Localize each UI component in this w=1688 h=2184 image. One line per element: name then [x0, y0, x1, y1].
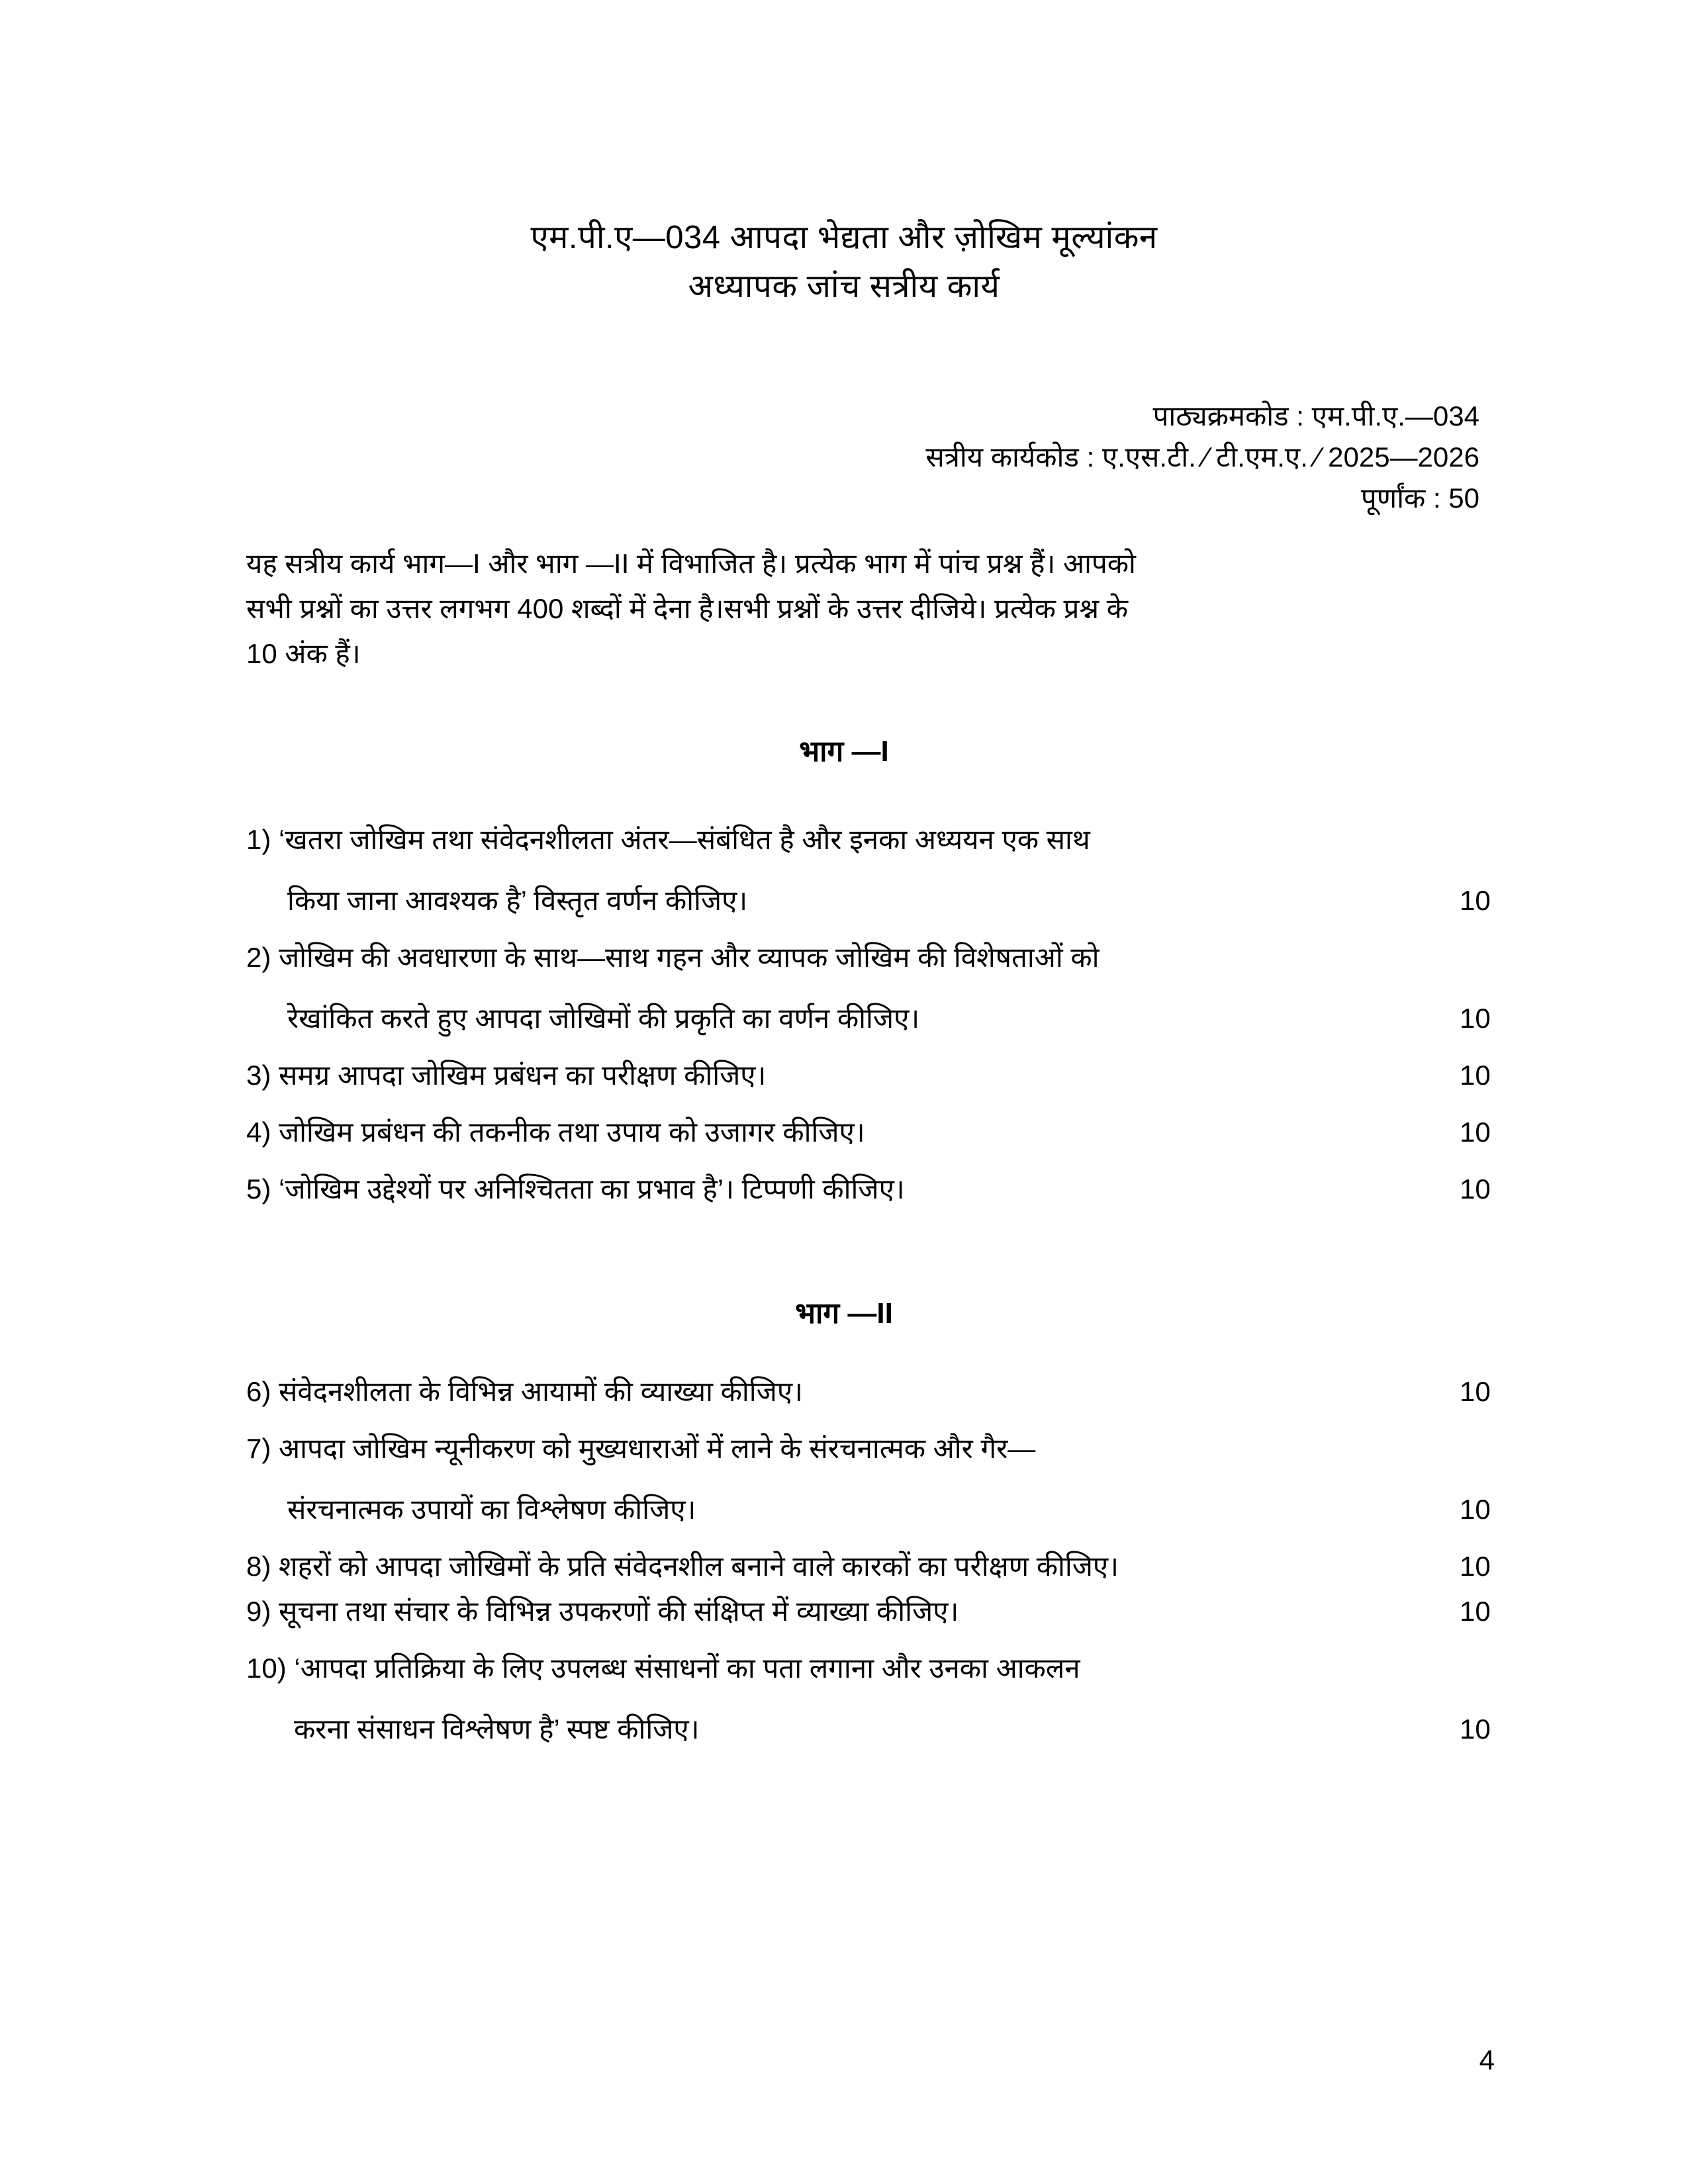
question-9-line-1: 9) सूचना तथा संचार के विभिन्न उपकरणों की संक्षिप्त में व्याख्या कीजिए। 10	[246, 1591, 1497, 1632]
question-10-line-1: 10) ‘आपदा प्रतिक्रिया के लिए उपलब्ध संसाधनों का पता लगाना और उनका आकलन	[246, 1653, 1080, 1684]
question-1-line-1: 1) ‘खतरा जोखिम तथा संवेदनशीलता अंतर—संबंधित है और इनका अध्ययन एक साथ	[246, 824, 1090, 855]
question-1-line-2: किया जाना आवश्यक है’ विस्तृत वर्णन कीजिए। 10	[246, 880, 1497, 921]
part-2-question-list	[246, 1371, 1497, 1766]
question-10-line-2: करना संसाधन विश्लेषण है’ स्पष्ट कीजिए। 10	[246, 1709, 1497, 1750]
question-3-line-1: 3) समग्र आपदा जोखिम प्रबंधन का परीक्षण कीजिए। 10	[246, 1055, 1497, 1096]
question-4-line-1: 4) जोखिम प्रबंधन की तकनीक तथा उपाय को उजागर कीजिए। 10	[246, 1112, 1497, 1153]
question-1-marks: 10	[1460, 885, 1491, 916]
part-2-heading: भाग —II	[795, 1297, 893, 1330]
question-3	[246, 1055, 1497, 1096]
part-1-question-list	[246, 819, 1497, 1226]
question-9-marks: 10	[1460, 1596, 1491, 1627]
question-8-marks: 10	[1460, 1551, 1491, 1582]
instruction-line-2: सभी प्रश्नों का उत्तर लगभग 400 शब्दों में देना है।सभी प्रश्नों के उत्तर दीजिये। प्रत्येक प्रश्न के	[246, 593, 1129, 624]
question-1	[246, 819, 1497, 921]
question-5-marks: 10	[1460, 1173, 1491, 1205]
total-marks: पूर्णांक : 50	[1360, 482, 1479, 514]
part-1-heading: भाग —I	[799, 735, 889, 768]
question-6	[246, 1371, 1497, 1412]
question-4-marks: 10	[1460, 1116, 1491, 1148]
question-7	[246, 1428, 1497, 1530]
title-line-1: एम.पी.ए—034 आपदा भेद्यता और ज़ोखिम मूल्यांकन	[530, 220, 1158, 255]
question-8	[246, 1546, 1497, 1587]
question-3-marks: 10	[1460, 1060, 1491, 1091]
page-title	[0, 213, 1688, 311]
assignment-meta	[925, 396, 1479, 519]
question-5	[246, 1169, 1497, 1210]
question-4	[246, 1112, 1497, 1153]
question-10-marks: 10	[1460, 1713, 1491, 1745]
question-7-marks: 10	[1460, 1494, 1491, 1525]
question-6-marks: 10	[1460, 1376, 1491, 1407]
question-2-marks: 10	[1460, 1003, 1491, 1034]
question-5-line-1: 5) ‘जोखिम उद्देश्यों पर अनिश्चितता का प्रभाव है’। टिप्पणी कीजिए। 10	[246, 1169, 1497, 1210]
question-7-line-1: 7) आपदा जोखिम न्यूनीकरण को मुख्यधाराओं में लाने के संरचनात्मक और गैर—	[246, 1433, 1036, 1464]
instruction-line-3: 10 अंक हैं।	[246, 638, 361, 669]
question-6-line-1: 6) संवेदनशीलता के विभिन्न आयामों की व्याख्या कीजिए। 10	[246, 1371, 1497, 1412]
page-number: 4	[1479, 2044, 1495, 2075]
course-code: पाठ्यक्रमकोड : एम.पी.ए.—034	[1152, 400, 1479, 432]
question-2	[246, 937, 1497, 1039]
assignment-code: सत्रीय कार्यकोड : ए.एस.टी. ⁄ टी.एम.ए. ⁄ 2025—2026	[925, 441, 1479, 473]
question-8-line-1: 8) शहरों को आपदा जोखिमों के प्रति संवेदनशील बनाने वाले कारकों का परीक्षण कीजिए। 10	[246, 1546, 1497, 1587]
question-7-line-2: संरचनात्मक उपायों का विश्लेषण कीजिए। 10	[246, 1489, 1497, 1530]
question-9	[246, 1591, 1497, 1632]
question-2-line-2: रेखांकित करते हुए आपदा जोखिमों की प्रकृति का वर्णन कीजिए। 10	[246, 998, 1497, 1039]
question-10	[246, 1648, 1497, 1750]
title-line-2: अध्यापक जांच सत्रीय कार्य	[688, 269, 1000, 304]
question-2-line-1: 2) जोखिम की अवधारणा के साथ—साथ गहन और व्यापक जोखिम की विशेषताओं को	[246, 942, 1100, 973]
instructions-paragraph	[246, 541, 1497, 676]
instruction-line-1: यह सत्रीय कार्य भाग—I और भाग —II में विभाजित है। प्रत्येक भाग में पांच प्रश्न हैं। आपको	[246, 548, 1136, 579]
